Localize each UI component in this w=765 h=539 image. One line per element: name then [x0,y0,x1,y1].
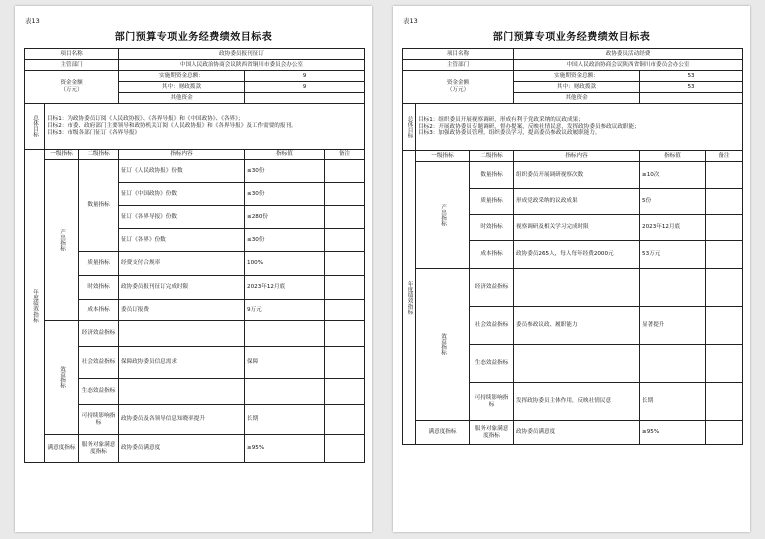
overall-goal-label: 总体目标 [403,104,416,151]
col-level2-header: 二级指标 [470,151,514,162]
project-name-value: 政协委员活动经费 [514,49,743,60]
indicator-value: 保障 [245,347,325,379]
indicator-value: ≥95% [245,435,325,463]
page-title: 部门预算专项业务经费绩效目标表 [492,32,651,43]
quality-indicator-label: 质量指标 [470,189,514,215]
output-indicator-label: 产出指标 [416,162,470,269]
col-note-header: 备注 [706,151,743,162]
cost-indicator-label: 成本指标 [470,241,514,269]
funds-label: 资金金额 （万元） [403,71,514,104]
indicator-note [706,307,743,345]
col-value-header: 指标值 [640,151,706,162]
economic-indicator-label: 经济效益指标 [470,269,514,307]
indicator-content [119,321,245,347]
indicator-content: 保障政协委员信息需求 [119,347,245,379]
sustainability-indicator-label: 可持续影响指标 [470,383,514,421]
overall-goals [416,104,743,151]
indicator-value: ≥10次 [640,162,706,189]
indicator-note [706,162,743,189]
total-funds-label: 实施期资金总额： [514,71,640,82]
satisfaction-indicator-label: 满意度指标 [416,421,470,445]
indicator-content [514,345,640,383]
indicator-content: 政协委员报刊征订完成时限 [119,276,245,300]
service-satisfaction-label: 服务对象满意度指标 [79,435,119,463]
indicator-content: 征订《各界》份数 [119,229,245,252]
indicator-content: 委员参政议政、履职能力 [514,307,640,345]
quantity-indicator-label: 数量指标 [79,160,119,252]
indicator-note [325,206,365,229]
social-indicator-label: 社会效益指标 [79,347,119,379]
indicator-value: 长期 [245,405,325,435]
col-content-header: 指标内容 [514,151,640,162]
indicator-content [119,379,245,405]
social-indicator-label: 社会效益指标 [470,307,514,345]
goal-item: 目标1：组织委员开展视察调研，形成有利于党政采纳的议政成果； [418,116,584,123]
indicator-value: 53万元 [640,241,706,269]
indicator-value [640,269,706,307]
total-funds-value: 9 [245,71,365,82]
annual-indicator-label: 年度绩效指标 [403,151,416,445]
indicator-content: 政协委员满意度 [119,435,245,463]
fiscal-funds-label: 其中：财政拨款 [119,82,245,93]
department-value: 中国人民政治协商会议陕西省铜川市委员会办公室 [514,60,743,71]
goal-item: 目标3：加强政协委员管理，组织委员学习，提高委员参政议政履职能力。 [418,130,601,137]
table-number: 表13 [403,17,418,25]
col-note-header: 备注 [325,150,365,160]
indicator-note [706,215,743,241]
project-name-label: 项目名称 [25,49,119,60]
other-funds-label: 其他资金 [119,93,245,104]
total-funds-value: 53 [640,71,743,82]
indicator-content: 政协委员265人，每人每年经费2000元 [514,241,640,269]
sustainability-indicator-label: 可持续影响指标 [79,405,119,435]
indicator-note [706,383,743,421]
indicator-value: 显著提升 [640,307,706,345]
indicator-value: 5份 [640,189,706,215]
indicator-value: ≤280份 [245,206,325,229]
indicator-value: ≤30份 [245,183,325,206]
fiscal-funds-label: 其中：财政拨款 [514,82,640,93]
col-level2-header: 二级指标 [79,150,119,160]
indicator-value: 2023年12月底 [640,215,706,241]
ecological-indicator-label: 生态效益指标 [470,345,514,383]
goal-item: 目标3：市级各部门征订《各界导报》 [47,129,141,136]
indicator-content: 发挥政协委员主体作用，反映社情民意 [514,383,640,421]
indicator-content: 征订《各界导报》份数 [119,206,245,229]
quality-indicator-label: 质量指标 [79,252,119,276]
indicator-value [640,345,706,383]
overall-goal-label: 总体目标 [25,104,45,150]
indicator-content: 视察调研及相关学习完成时限 [514,215,640,241]
project-name-value: 政协委员报刊征订 [119,49,365,60]
indicator-value: 100% [245,252,325,276]
indicator-content: 征订《人民政协报》份数 [119,160,245,183]
indicator-note [706,189,743,215]
indicator-value [245,321,325,347]
indicator-note [325,405,365,435]
indicator-note [325,379,365,405]
project-name-label: 项目名称 [403,49,514,60]
fiscal-funds-value: 53 [640,82,743,93]
indicator-value: 2023年12月底 [245,276,325,300]
indicator-note [706,241,743,269]
indicator-value: ≤30份 [245,160,325,183]
department-label: 主管部门 [403,60,514,71]
document-page-2 [393,6,750,532]
output-indicator-label: 产出指标 [45,160,79,321]
indicator-note [325,229,365,252]
quantity-indicator-label: 数量指标 [470,162,514,189]
goal-item: 目标1：为政协委员订阅《人民政协报》、《各界导报》和《中国政协》、《各界》； [47,116,244,123]
effect-indicator-label: 效益指标 [416,269,470,421]
document-page-1 [15,6,372,532]
performance-target-table [24,48,365,463]
indicator-content: 经费支付合规率 [119,252,245,276]
indicator-content [514,269,640,307]
col-level1-header: 一级指标 [45,150,79,160]
indicator-content: 组织委员开展调研视察次数 [514,162,640,189]
indicator-content: 形成党政采纳的议政成果 [514,189,640,215]
indicator-note [325,183,365,206]
other-funds-value [640,93,743,104]
indicator-value: ≥95% [640,421,706,445]
annual-indicator-label: 年度绩效指标 [25,150,45,463]
timeliness-indicator-label: 时效指标 [470,215,514,241]
indicator-note [325,276,365,300]
effect-indicator-label: 效益指标 [45,321,79,435]
overall-goals [45,104,365,150]
indicator-note [325,321,365,347]
other-funds-label: 其他资金 [514,93,640,104]
indicator-note [325,252,365,276]
department-value: 中国人民政治协商会议陕西省铜川市委员会办公室 [119,60,365,71]
col-value-header: 指标值 [245,150,325,160]
goal-item: 目标2：市委、政府部门主要领导和政协机关订阅《人民政协报》和《各界导报》及工作需要的报刊。 [47,123,297,129]
col-level1-header: 一级指标 [416,151,470,162]
indicator-value: ≤30份 [245,229,325,252]
indicator-content: 政协委员满意度 [514,421,640,445]
indicator-note [325,300,365,321]
indicator-note [706,345,743,383]
department-label: 主管部门 [25,60,119,71]
total-funds-label: 实施期资金总额： [119,71,245,82]
performance-target-table [402,48,743,445]
indicator-value: 9万元 [245,300,325,321]
economic-indicator-label: 经济效益指标 [79,321,119,347]
cost-indicator-label: 成本指标 [79,300,119,321]
indicator-content: 委员订报费 [119,300,245,321]
satisfaction-indicator-label: 满意度指标 [45,435,79,463]
other-funds-value [245,93,365,104]
ecological-indicator-label: 生态效益指标 [79,379,119,405]
indicator-content: 征订《中国政协》份数 [119,183,245,206]
goal-item: 目标2：开展政协委员专题调研，督办提案，反映社情民意，发挥政协委员参政议政职能； [418,123,640,130]
timeliness-indicator-label: 时效指标 [79,276,119,300]
indicator-content: 政协委员及各领导信息知晓率提升 [119,405,245,435]
fiscal-funds-value: 9 [245,82,365,93]
indicator-note [325,160,365,183]
col-content-header: 指标内容 [119,150,245,160]
indicator-note [706,421,743,445]
service-satisfaction-label: 服务对象满意度指标 [470,421,514,445]
indicator-note [325,347,365,379]
funds-label: 资金金额 （万元） [25,71,119,104]
table-number: 表13 [25,17,40,25]
indicator-note [325,435,365,463]
indicator-value: 长期 [640,383,706,421]
indicator-value [245,379,325,405]
indicator-note [706,269,743,307]
page-title: 部门预算专项业务经费绩效目标表 [114,32,273,43]
